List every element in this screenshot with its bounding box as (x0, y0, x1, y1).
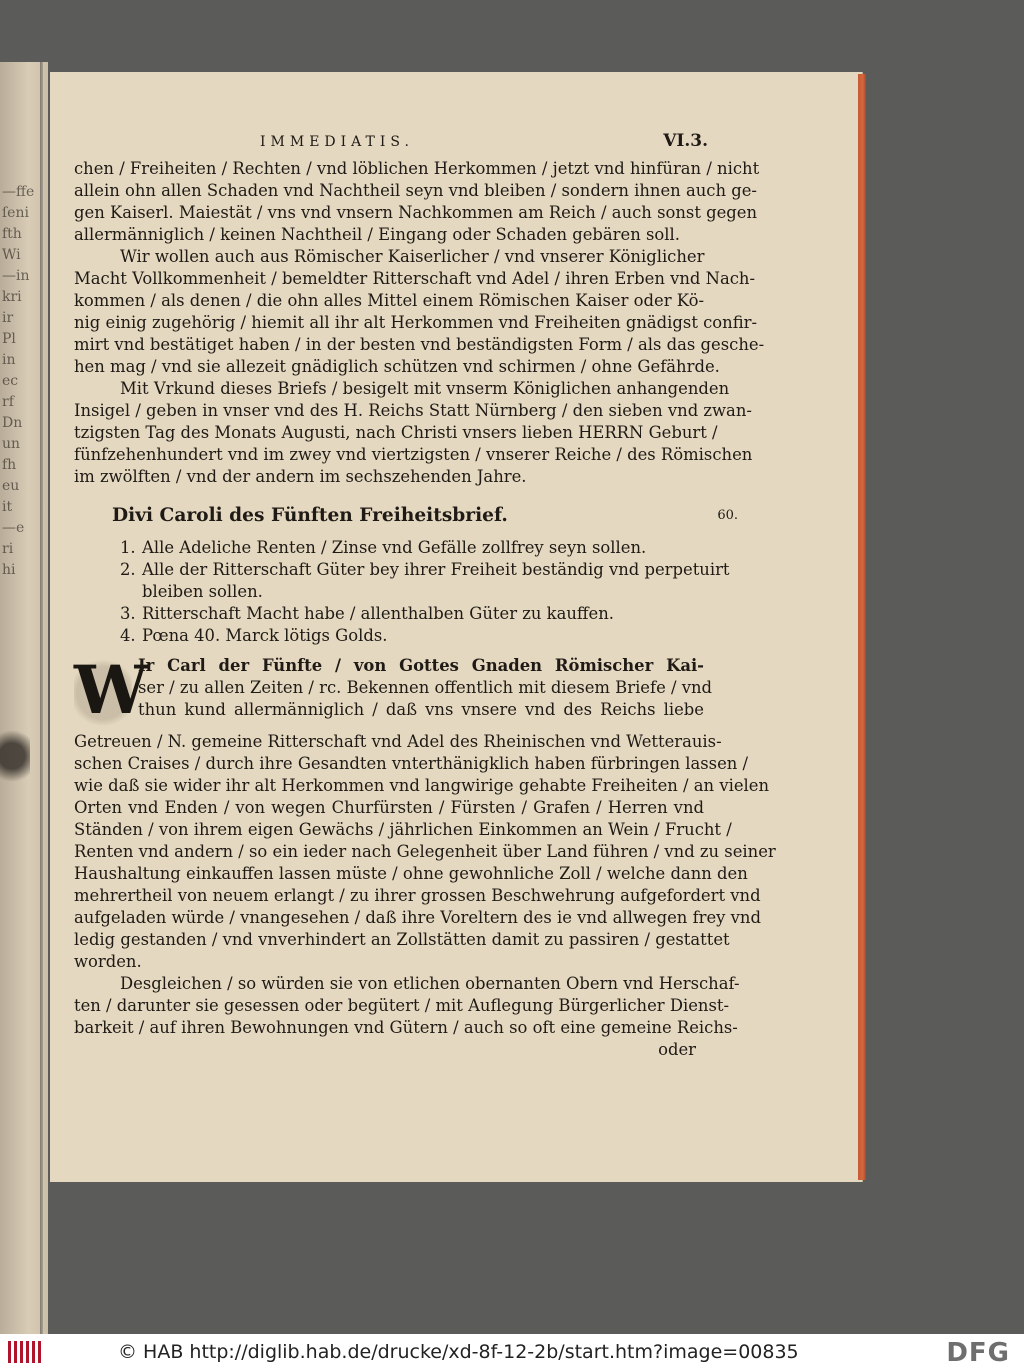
summary-item-text: Alle Adeliche Renten / Zinse vnd Gefälle zollfrey seyn sollen. (142, 538, 647, 557)
previous-page-initial-fragment (0, 717, 30, 795)
text-line: thun kund allermänniglich / daß vns vnsere vnd des Reichs liebe (138, 700, 704, 719)
previous-page-strip (0, 62, 48, 1334)
text-line: hen mag / vnd sie allezeit gnädiglich schützen vnd schirmen / ohne Gefährde. (74, 357, 720, 376)
section-title (112, 505, 738, 527)
text-line: schen Craises / durch ihre Gesandten vnterthänigklich haben fürbringen lassen / (74, 754, 749, 773)
text-line: Mit Vrkund dieses Briefs / besigelt mit vnserm Königlichen anhangenden (120, 379, 730, 398)
paragraph-4 (74, 651, 776, 973)
margin-note: 60. (717, 508, 738, 523)
text-line: Renten vnd andern / so ein ieder nach Gelegenheit über Land führen / vnd zu seiner (74, 842, 776, 861)
text-line: Ir Carl der Fünfte / von Gottes Gnaden Römischer Kai- (138, 656, 704, 675)
credit-bar (0, 1334, 1024, 1370)
summary-item-text (142, 559, 730, 603)
summary-item-text: Ritterschaft Macht habe / allenthalben Güter zu kauffen. (142, 604, 615, 623)
paragraph-5 (74, 973, 740, 1039)
summary-item-number: 4. (120, 626, 136, 645)
drop-cap-initial: W (74, 651, 149, 729)
summary-item-number: 1. (120, 538, 136, 557)
text-line: aufgeladen würde / vnangesehen / daß ihre Voreltern des ie vnd allwegen frey vnd (74, 908, 761, 927)
catchword: oder (658, 1040, 696, 1059)
page-text-block (74, 130, 776, 1061)
summary-item-number: 3. (120, 604, 136, 623)
text-line: Orten vnd Enden / von wegen Churfürsten / Fürsten / Grafen / Herren vnd (74, 798, 704, 817)
text-line: Alle der Ritterschaft Güter bey ihrer Freiheit beständig vnd perpetuirt (142, 560, 730, 579)
credit-text[interactable]: © HAB http://diglib.hab.de/drucke/xd-8f-12-2b/start.htm?image=00835 (118, 1341, 799, 1363)
text-line: wie daß sie wider ihr alt Herkommen vnd langwirige gehabte Freiheiten / an vielen (74, 776, 770, 795)
text-line: Macht Vollkommenheit / bemeldter Ritterschaft vnd Adel / ihren Erben vnd Nach- (74, 269, 756, 288)
paragraph-2 (74, 246, 765, 378)
page-header (74, 130, 708, 156)
paragraph-1 (74, 158, 760, 246)
text-line: gen Kaiserl. Maiestät / vns vnd vnsern Nachkommen am Reich / auch sonst gegen (74, 203, 758, 222)
text-line: Desgleichen / so würden sie von etlichen obernanten Obern vnd Herschaf- (120, 974, 740, 993)
summary-item-number: 2. (120, 560, 136, 579)
summary-item (120, 603, 704, 625)
page-edge-red (858, 74, 866, 1180)
text-line: nig einig zugehörig / hiemit all ihr alt Herkommen vnd Freiheiten gnädigst confir- (74, 313, 758, 332)
text-line: barkeit / auf ihren Bewohnungen vnd Gütern / auch so oft eine gemeine Reichs- (74, 1018, 738, 1037)
text-line: kommen / als denen / die ohn alles Mittel einem Römischen Kaiser oder Kö- (74, 291, 704, 310)
text-line: bleiben sollen. (142, 582, 263, 601)
text-line: fünfzehenhundert vnd im zwey vnd viertzigsten / vnserer Reiche / des Römischen (74, 445, 753, 464)
text-line: Getreuen / N. gemeine Ritterschaft vnd Adel des Rheinischen vnd Wetterauis- (74, 732, 722, 751)
text-line: ledig gestanden / vnd vnverhindert an Zollstätten damit zu passiren / gestattet (74, 930, 730, 949)
text-line: tzigsten Tag des Monats Augusti, nach Christi vnsers lieben HERRN Geburt / (74, 423, 718, 442)
book-page (50, 72, 862, 1182)
hab-logo-icon (8, 1340, 50, 1364)
text-line: Ständen / von ihrem eigen Gewächs / jährlichen Einkommen an Wein / Frucht / (74, 820, 732, 839)
dfg-logo: DFG (946, 1338, 1010, 1368)
folio-number: VI.3. (663, 131, 708, 151)
text-line: worden. (74, 952, 142, 971)
summary-list (74, 537, 730, 647)
running-head: IMMEDIATIS. (260, 134, 414, 150)
section-title-text: Divi Caroli des Fünften Freiheitsbrief. (112, 505, 508, 526)
text-line: ser / zu allen Zeiten / rc. Bekennen offentlich mit diesem Briefe / vnd (138, 678, 713, 697)
text-line: allein ohn allen Schaden vnd Nachtheil seyn vnd bleiben / sondern ihnen auch ge- (74, 181, 757, 200)
book-gutter-line (40, 62, 43, 1334)
text-line: im zwölften / vnd der andern im sechszehenden Jahre. (74, 467, 527, 486)
summary-item (120, 537, 704, 559)
paragraph-3 (74, 378, 753, 488)
summary-item (120, 559, 730, 603)
summary-item (120, 625, 704, 647)
previous-page-text-fragment: —ffe ſeni fth Wi —in kri ir Pl in ec rf Dn un fh eu it —e ri hi (2, 184, 35, 578)
text-line: Wir wollen auch aus Römischer Kaiserlicher / vnd vnserer Königlicher (120, 247, 705, 266)
text-line: Insigel / geben in vnser vnd des H. Reichs Statt Nürnberg / den sieben vnd zwan- (74, 401, 752, 420)
text-line: chen / Freiheiten / Rechten / vnd löblichen Herkommen / jetzt vnd hinfüran / nicht (74, 159, 760, 178)
text-line: allermänniglich / keinen Nachtheil / Eingang oder Schaden gebären soll. (74, 225, 680, 244)
text-line: ten / darunter sie gesessen oder begütert / mit Auflegung Bürgerlicher Dienst- (74, 996, 730, 1015)
summary-item-text: Pœna 40. Marck lötigs Golds. (142, 626, 388, 645)
text-line: Haushaltung einkauffen lassen müste / ohne gewohnliche Zoll / welche dann den (74, 864, 748, 883)
text-line: mehrertheil von neuem erlangt / zu ihrer grossen Beschwehrung aufgefordert vnd (74, 886, 761, 905)
text-line: mirt vnd bestätiget haben / in der besten vnd beständigsten Form / als das gesche- (74, 335, 765, 354)
